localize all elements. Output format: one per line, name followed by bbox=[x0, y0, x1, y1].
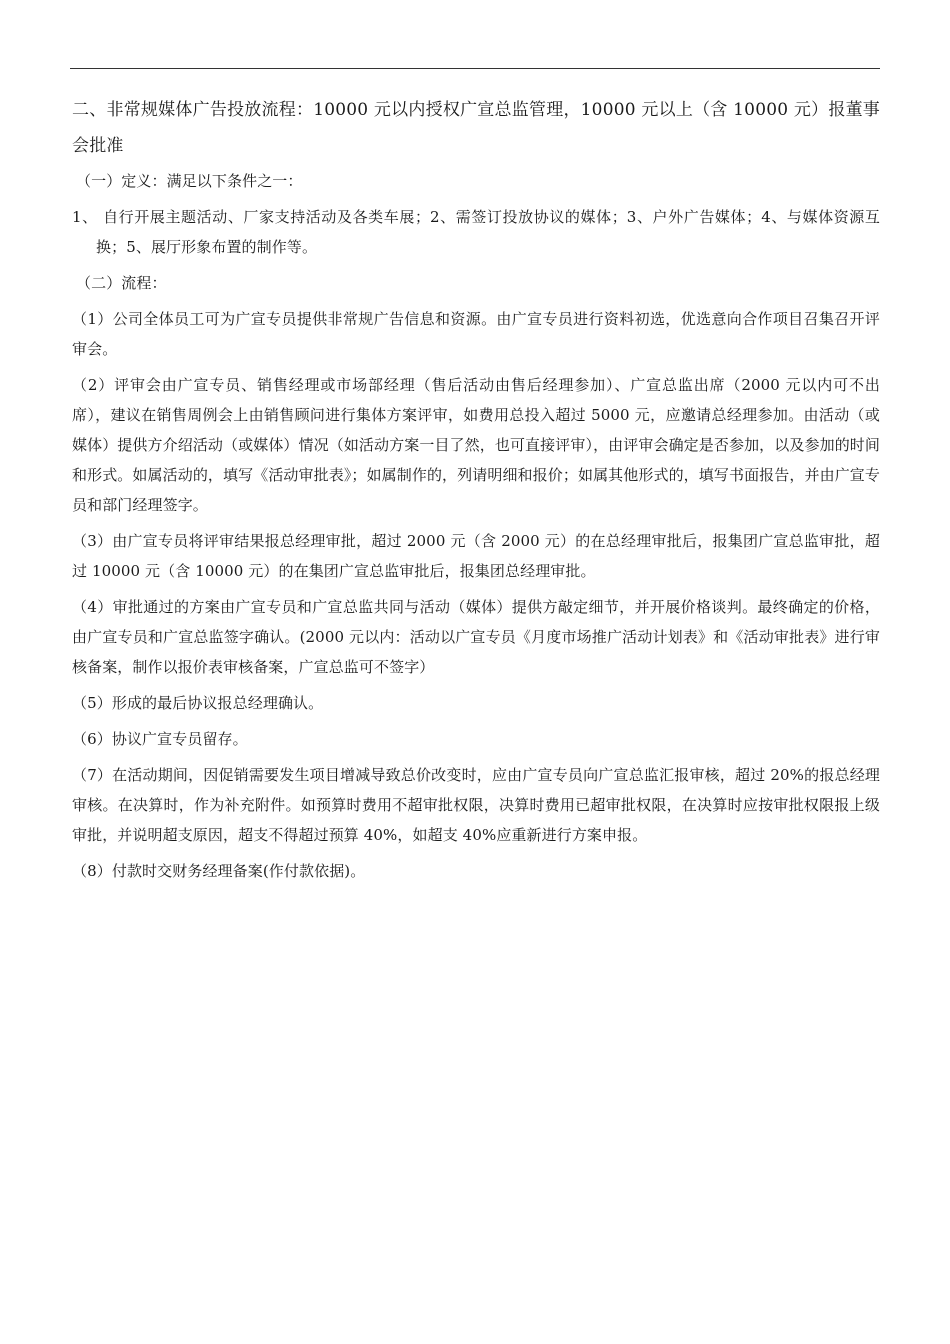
process-step-8: （8）付款时交财务经理备案(作付款依据)。 bbox=[72, 862, 366, 880]
process-step-1: （1）公司全体员工可为广宣专员提供非常规广告信息和资源。由广宣专员进行资料初选，优选意向合作项目召集召开评审会。 bbox=[72, 310, 880, 358]
process-step-5: （5）形成的最后协议报总经理确认。 bbox=[72, 694, 324, 712]
section-heading: 二、非常规媒体广告投放流程：10000 元以内授权广宣总监管理，10000 元以上（含 10000 元）报董事会批准 bbox=[72, 100, 880, 156]
process-title: （二）流程： bbox=[76, 274, 167, 292]
header-rule bbox=[70, 68, 880, 69]
definition-item: 1、 自行开展主题活动、厂家支持活动及各类车展；2、需签订投放协议的媒体；3、户外广告媒体；4、与媒体资源互换；5、展厅形象布置的制作等。 bbox=[72, 208, 880, 256]
document-body bbox=[72, 92, 880, 892]
definition-title: （一）定义：满足以下条件之一： bbox=[76, 172, 303, 190]
process-step-6: （6）协议广宣专员留存。 bbox=[72, 730, 248, 748]
process-step-3: （3）由广宣专员将评审结果报总经理审批，超过 2000 元（含 2000 元）的在总经理审批后，报集团广宣总监审批，超过 10000 元（含 10000 元）的在集团广宣总监审批后，报集团总经理审批。 bbox=[72, 532, 880, 580]
process-step-4: （4）审批通过的方案由广宣专员和广宣总监共同与活动（媒体）提供方敲定细节，并开展价格谈判。最终确定的价格，由广宣专员和广宣总监签字确认。(2000 元以内：活动以广宣专员《月度市场推广活动计划表》和《活动审批表》进行审核备案，制作以报价表审核备案，广宣总监可不签字） bbox=[72, 598, 880, 676]
process-step-7: （7）在活动期间，因促销需要发生项目增减导致总价改变时，应由广宣专员向广宣总监汇报审核，超过 20%的报总经理审核。在决算时，作为补充附件。如预算时费用不超审批权限，决算时费用已超审批权限，在决算时应按审批权限报上级审批，并说明超支原因，超支不得超过预算 40%，如超支 40%应重新进行方案申报。 bbox=[72, 766, 880, 844]
process-step-2: （2）评审会由广宣专员、销售经理或市场部经理（售后活动由售后经理参加）、广宣总监出席（2000 元以内可不出席），建议在销售周例会上由销售顾问进行集体方案评审，如费用总投入超过 5000 元，应邀请总经理参加。由活动（或媒体）提供方介绍活动（或媒体）情况（如活动方案一目了然，也可直接评审），由评审会确定是否参加，以及参加的时间和形式。如属活动的，填写《活动审批表》；如属制作的，列请明细和报价；如属其他形式的，填写书面报告，并由广宣专员和部门经理签字。 bbox=[72, 376, 880, 514]
